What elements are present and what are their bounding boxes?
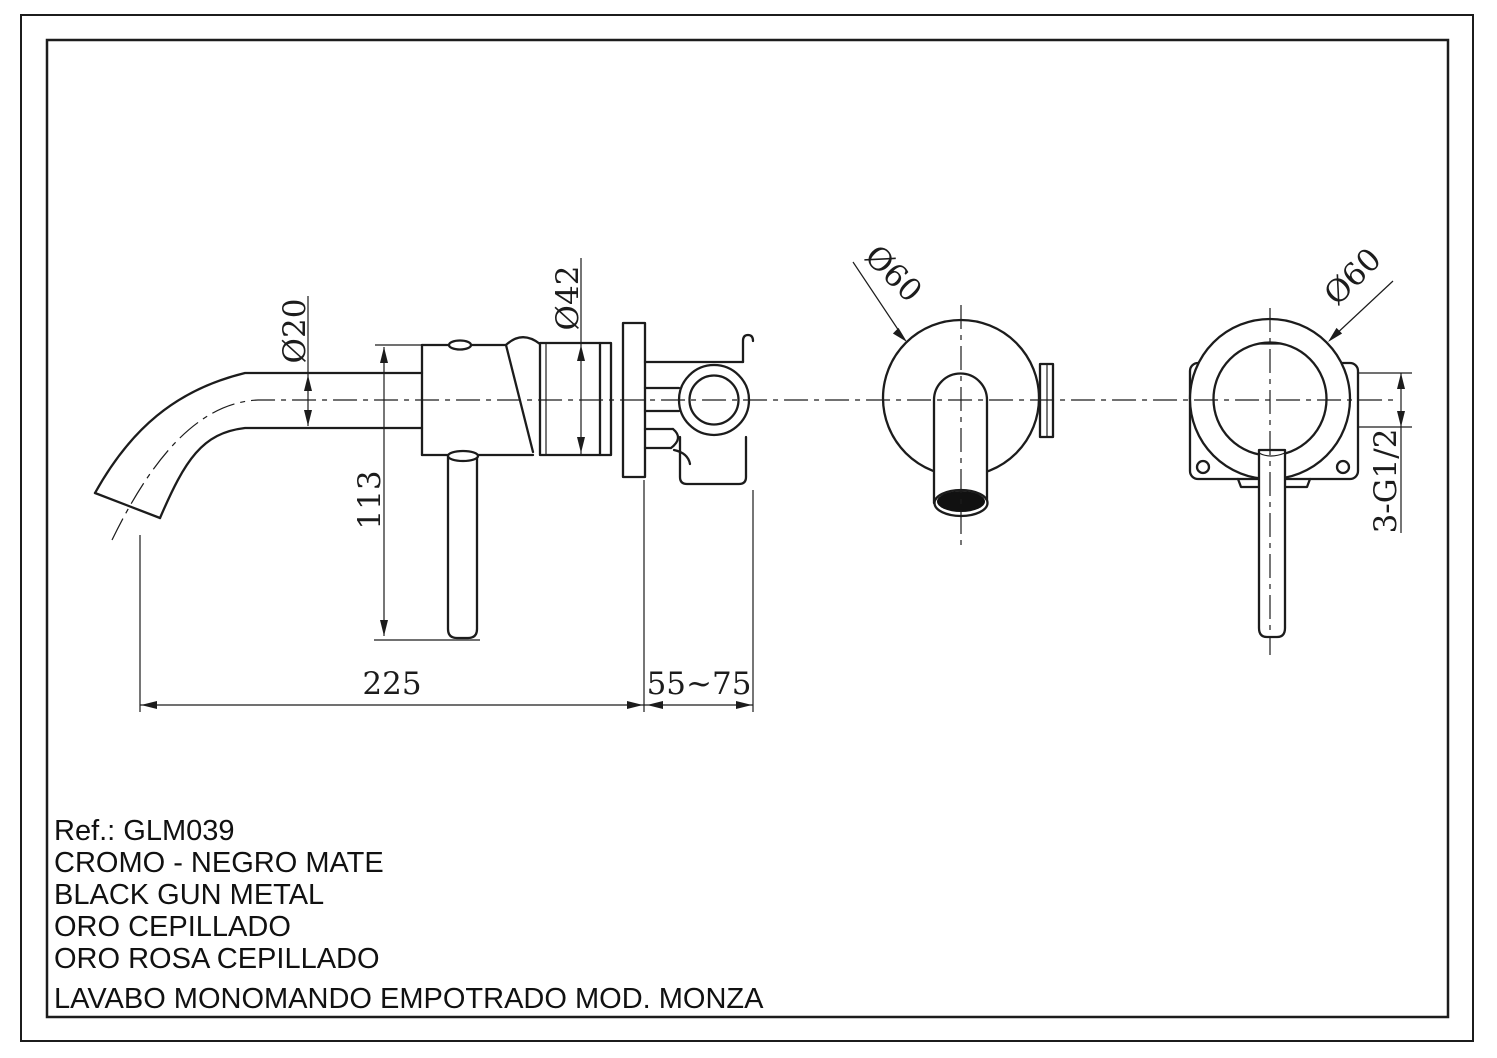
finish-line-4: ORO ROSA CEPILLADO	[54, 943, 380, 975]
handle-joint-oval	[448, 451, 478, 461]
dim-mixer-plate-label: Ø60	[1317, 241, 1389, 313]
set-screw-oval	[449, 341, 471, 350]
handle-lever-side	[448, 456, 477, 638]
dim-wall-depth-label: 55~75	[646, 666, 752, 702]
screw-hole-left	[1197, 461, 1209, 473]
dim-handle-drop-label: 113	[352, 470, 388, 530]
handle-lever-front	[1259, 450, 1285, 637]
dim-thread-label: 3-G1/2	[1368, 428, 1404, 534]
finish-line-3: ORO CEPILLADO	[54, 911, 291, 943]
product-name-text: LAVABO MONOMANDO EMPOTRADO MOD. MONZA	[54, 983, 764, 1015]
dim-body-diameter-label: Ø42	[550, 265, 586, 331]
dim-spout-diameter-label: Ø20	[277, 298, 313, 364]
screw-hole-right	[1337, 461, 1349, 473]
reference-text: Ref.: GLM039	[54, 815, 235, 847]
dim-spout-projection-label: 225	[362, 666, 422, 702]
finish-line-1: CROMO - NEGRO MATE	[54, 847, 384, 879]
finish-line-2: BLACK GUN METAL	[54, 879, 325, 911]
dim-spout-plate-label: Ø60	[857, 238, 929, 310]
